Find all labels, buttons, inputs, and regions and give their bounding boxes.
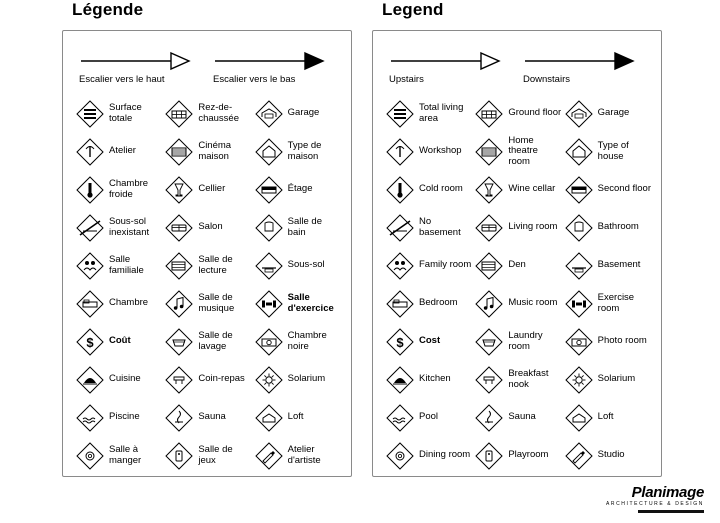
- legend-entry: [564, 287, 651, 320]
- legend-entry-label: Bedroom: [419, 297, 458, 309]
- legend-entry: [75, 401, 162, 434]
- legend-entry-label: Salle de jeux: [198, 444, 233, 466]
- legend-entry: [564, 173, 651, 206]
- panel-box-french: [62, 30, 352, 477]
- solarium-icon: [254, 365, 284, 395]
- legend-entry-label: Chambre noire: [287, 330, 327, 352]
- legend-entry-label: Cuisine: [109, 373, 141, 385]
- exercise-room-icon: [254, 289, 284, 319]
- basement-icon: [564, 251, 594, 281]
- legend-entry: [75, 173, 162, 206]
- legend-entry-label: Solarium: [287, 373, 326, 385]
- legend-entry-label: Second floor: [597, 183, 651, 195]
- legend-grid-french: [75, 97, 341, 472]
- legend-entry-label: Salle d'exercice: [287, 292, 334, 314]
- legend-entry: [164, 135, 251, 168]
- breakfast-nook-icon: [474, 365, 504, 395]
- stairs-down-label: Escalier vers le bas: [213, 74, 296, 85]
- legend-entry-label: Studio: [597, 449, 625, 461]
- stairs-down-entry: [523, 51, 651, 85]
- legend-entry-label: Sauna: [508, 411, 536, 423]
- legend-entry-label: Étage: [287, 183, 313, 195]
- legend-panel-french: [62, 0, 352, 477]
- legend-entry-label: Salon: [198, 221, 223, 233]
- loft-icon: [564, 403, 594, 433]
- cost-icon: [385, 327, 415, 357]
- logo-tagline: ARCHITECTURE & DESIGN: [605, 501, 704, 507]
- panel-title-french: Légende: [72, 0, 144, 19]
- second-floor-icon: [254, 175, 284, 205]
- legend-entry-label: Den: [508, 259, 526, 271]
- legend-entry: [385, 97, 472, 130]
- legend-entry-label: Pool: [419, 411, 439, 423]
- playroom-icon: [474, 441, 504, 471]
- legend-entry: [474, 287, 561, 320]
- legend-entry-label: No basement: [419, 216, 461, 238]
- total-area-icon: [385, 99, 415, 129]
- legend-entry: [75, 97, 162, 130]
- loft-icon: [254, 403, 284, 433]
- legend-entry: [564, 249, 651, 282]
- legend-entry: [164, 439, 251, 472]
- legend-entry-label: Sous-sol inexistant: [109, 216, 150, 238]
- legend-entry: [164, 287, 251, 320]
- legend-panel-english: [372, 0, 662, 477]
- stairs-up-label: Upstairs: [389, 74, 424, 85]
- arrow-outline-up-icon: [389, 51, 517, 73]
- legend-entry: [385, 325, 472, 358]
- legend-entry-label: Photo room: [597, 335, 647, 347]
- legend-entry: [474, 249, 561, 282]
- music-room-icon: [164, 289, 194, 319]
- photo-room-icon: [254, 327, 284, 357]
- legend-entry-label: Chambre froide: [109, 178, 149, 200]
- no-basement-icon: [75, 213, 105, 243]
- legend-entry: [164, 363, 251, 396]
- den-icon: [474, 251, 504, 281]
- studio-icon: [254, 441, 284, 471]
- legend-entry-label: Surface totale: [109, 102, 142, 124]
- legend-entry-label: Workshop: [419, 145, 462, 157]
- svg-text:$: $: [86, 334, 94, 350]
- second-floor-icon: [564, 175, 594, 205]
- family-room-icon: [385, 251, 415, 281]
- legend-entry: [75, 325, 162, 358]
- legend-entry-label: Cinéma maison: [198, 140, 232, 162]
- stairs-down-label: Downstairs: [523, 74, 570, 85]
- ground-floor-icon: [164, 99, 194, 129]
- laundry-room-icon: [474, 327, 504, 357]
- music-room-icon: [474, 289, 504, 319]
- legend-entry-label: Chambre: [109, 297, 149, 309]
- legend-entry-label: Wine cellar: [508, 183, 556, 195]
- legend-entry-label: Atelier: [109, 145, 136, 157]
- panel-box-english: [372, 30, 662, 477]
- legend-entry: [564, 211, 651, 244]
- legend-entry-label: Kitchen: [419, 373, 451, 385]
- legend-entry: [254, 439, 341, 472]
- legend-entry-label: Exercise room: [597, 292, 635, 314]
- sauna-icon: [474, 403, 504, 433]
- legend-entry: [385, 287, 472, 320]
- legend-entry: [75, 135, 162, 168]
- planimage-logo: [606, 485, 704, 513]
- legend-entry: [254, 211, 341, 244]
- legend-entry-label: Family room: [419, 259, 472, 271]
- svg-text:$: $: [396, 334, 404, 350]
- breakfast-nook-icon: [164, 365, 194, 395]
- logo-bar: [638, 510, 704, 513]
- legend-entry-label: Loft: [597, 411, 614, 423]
- stairs-down-entry: [213, 51, 341, 85]
- legend-entry: [164, 211, 251, 244]
- bedroom-icon: [75, 289, 105, 319]
- family-room-icon: [75, 251, 105, 281]
- kitchen-icon: [75, 365, 105, 395]
- legend-entry: [474, 439, 561, 472]
- legend-entry-label: Cold room: [419, 183, 463, 195]
- logo-name: Planimage: [631, 484, 704, 501]
- legend-entry-label: Garage: [287, 107, 320, 119]
- legend-entry: [164, 401, 251, 434]
- legend-entry-label: Salle de lecture: [198, 254, 233, 276]
- legend-entry: [474, 135, 561, 168]
- legend-entry: [254, 173, 341, 206]
- legend-entry: [254, 325, 341, 358]
- legend-entry: [474, 401, 561, 434]
- bathroom-icon: [254, 213, 284, 243]
- stairs-up-entry: [389, 51, 517, 85]
- legend-entry-label: Salle à manger: [109, 444, 142, 466]
- legend-entry-label: Salle de lavage: [198, 330, 233, 352]
- pool-icon: [385, 403, 415, 433]
- bedroom-icon: [385, 289, 415, 319]
- panel-title-english: Legend: [382, 0, 444, 19]
- arrow-solid-down-icon: [523, 51, 651, 73]
- stairs-row-french: [75, 45, 341, 89]
- legend-entry-label: Atelier d'artiste: [287, 444, 321, 466]
- legend-entry: [254, 249, 341, 282]
- legend-entry: [164, 97, 251, 130]
- legend-entry-label: Ground floor: [508, 107, 562, 119]
- legend-entry: [564, 439, 651, 472]
- legend-entry-label: Solarium: [597, 373, 636, 385]
- dining-room-icon: [75, 441, 105, 471]
- legend-entry: [385, 401, 472, 434]
- stairs-up-entry: [79, 51, 207, 85]
- legend-entry-label: Garage: [597, 107, 630, 119]
- legend-entry-label: Coût: [109, 335, 131, 347]
- legend-entry-label: Home theatre room: [508, 134, 538, 167]
- legend-entry: [474, 363, 561, 396]
- legend-entry: [75, 287, 162, 320]
- legend-entry: [254, 401, 341, 434]
- legend-entry-label: Laundry room: [508, 330, 543, 352]
- total-area-icon: [75, 99, 105, 129]
- cold-room-icon: [75, 175, 105, 205]
- workshop-icon: [385, 137, 415, 167]
- legend-entry-label: Music room: [508, 297, 558, 309]
- legend-entry-label: Cost: [419, 335, 441, 347]
- basement-icon: [254, 251, 284, 281]
- ground-floor-icon: [474, 99, 504, 129]
- legend-entry: [564, 363, 651, 396]
- legend-entry-label: Dining room: [419, 449, 471, 461]
- legend-entry: [564, 325, 651, 358]
- legend-entry: [254, 135, 341, 168]
- dining-room-icon: [385, 441, 415, 471]
- legend-entry-label: Sauna: [198, 411, 226, 423]
- legend-entry: [474, 97, 561, 130]
- legend-entry: [474, 325, 561, 358]
- legend-entry: [75, 439, 162, 472]
- bathroom-icon: [564, 213, 594, 243]
- legend-entry-label: Bathroom: [597, 221, 639, 233]
- legend-entry: [564, 97, 651, 130]
- laundry-room-icon: [164, 327, 194, 357]
- legend-entry-label: Cellier: [198, 183, 226, 195]
- workshop-icon: [75, 137, 105, 167]
- legend-entry: [254, 97, 341, 130]
- kitchen-icon: [385, 365, 415, 395]
- legend-entry: [385, 211, 472, 244]
- legend-entry-label: Salle de musique: [198, 292, 235, 314]
- home-theatre-icon: [164, 137, 194, 167]
- legend-entry: [75, 363, 162, 396]
- living-room-icon: [474, 213, 504, 243]
- den-icon: [164, 251, 194, 281]
- wine-cellar-icon: [474, 175, 504, 205]
- garage-icon: [254, 99, 284, 129]
- legend-entry: [164, 325, 251, 358]
- legend-entry: [254, 287, 341, 320]
- legend-entry: [385, 249, 472, 282]
- legend-entry: [164, 173, 251, 206]
- legend-entry-label: Piscine: [109, 411, 140, 423]
- legend-entry: [564, 135, 651, 168]
- garage-icon: [564, 99, 594, 129]
- pool-icon: [75, 403, 105, 433]
- stairs-row-english: [385, 45, 651, 89]
- legend-entry: [385, 439, 472, 472]
- photo-room-icon: [564, 327, 594, 357]
- living-room-icon: [164, 213, 194, 243]
- legend-entry-label: Rez-de-chaussée: [198, 102, 239, 124]
- legend-entry: [564, 401, 651, 434]
- legend-grid-english: [385, 97, 651, 472]
- exercise-room-icon: [564, 289, 594, 319]
- legend-entry-label: Sous-sol: [287, 259, 325, 271]
- legend-entry-label: Basement: [597, 259, 641, 271]
- solarium-icon: [564, 365, 594, 395]
- cost-icon: [75, 327, 105, 357]
- legend-entry-label: Salle de bain: [287, 216, 322, 238]
- legend-entry-label: Loft: [287, 411, 304, 423]
- legend-entry: [164, 249, 251, 282]
- house-type-icon: [254, 137, 284, 167]
- legend-entry: [75, 211, 162, 244]
- legend-entry-label: Type of house: [597, 140, 629, 162]
- legend-entry-label: Coin-repas: [198, 373, 245, 385]
- legend-entry: [385, 173, 472, 206]
- legend-entry: [75, 249, 162, 282]
- cold-room-icon: [385, 175, 415, 205]
- house-type-icon: [564, 137, 594, 167]
- arrow-solid-down-icon: [213, 51, 341, 73]
- legend-entry: [474, 173, 561, 206]
- legend-entry-label: Type de maison: [287, 140, 322, 162]
- sauna-icon: [164, 403, 194, 433]
- legend-entry-label: Living room: [508, 221, 558, 233]
- legend-entry-label: Total living area: [419, 102, 464, 124]
- home-theatre-icon: [474, 137, 504, 167]
- legend-entry: [385, 135, 472, 168]
- legend-entry-label: Playroom: [508, 449, 549, 461]
- playroom-icon: [164, 441, 194, 471]
- legend-entry: [385, 363, 472, 396]
- no-basement-icon: [385, 213, 415, 243]
- arrow-outline-up-icon: [79, 51, 207, 73]
- legend-entry: [254, 363, 341, 396]
- wine-cellar-icon: [164, 175, 194, 205]
- legend-entry-label: Breakfast nook: [508, 368, 549, 390]
- stairs-up-label: Escalier vers le haut: [79, 74, 165, 85]
- studio-icon: [564, 441, 594, 471]
- legend-entry-label: Salle familiale: [109, 254, 144, 276]
- legend-entry: [474, 211, 561, 244]
